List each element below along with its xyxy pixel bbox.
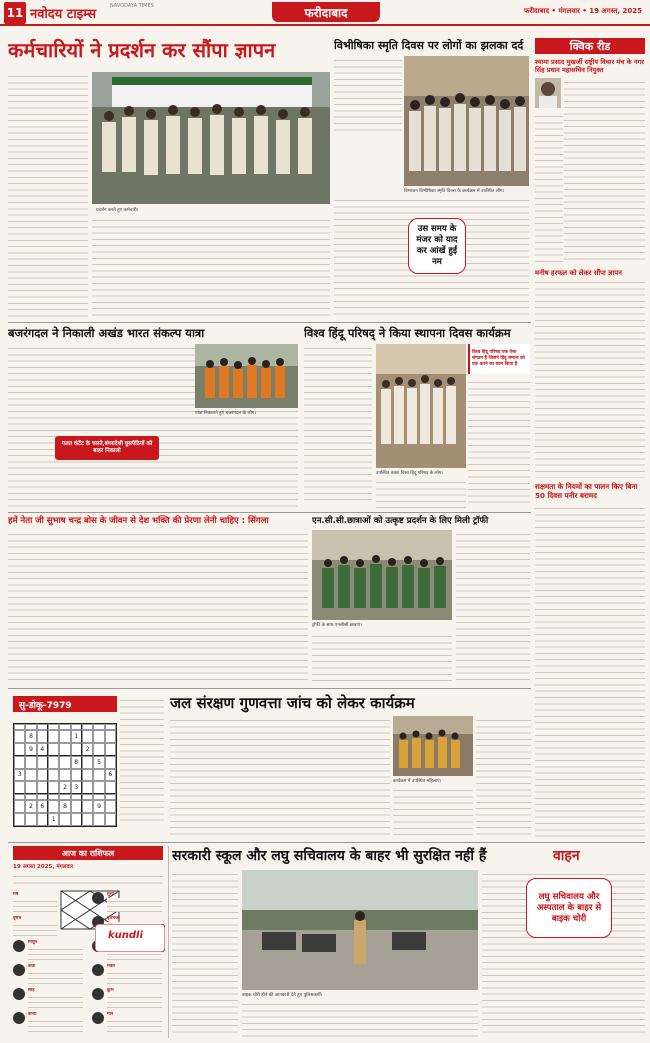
sudoku-cell[interactable]	[93, 813, 104, 826]
quick-read-item2-headline: मनीष हरफल को लेकर सौंपा ज्ञापन	[535, 269, 622, 277]
zodiac-sign-label: तुला	[107, 892, 114, 897]
story2-pull-quote: उस समय के मंजर को याद कर आंखें हुईं नम	[408, 218, 466, 274]
story4-caption: उपस्थित वक्ता विश्व हिंदू परिषद के लोग।	[376, 471, 444, 476]
sudoku-cell[interactable]	[14, 800, 25, 813]
sudoku-cell[interactable]: 5	[93, 756, 104, 769]
sudoku-cell[interactable]	[25, 813, 36, 826]
horoscope-title: आज का राशिफल	[13, 846, 163, 860]
sudoku-cell[interactable]: 2	[59, 781, 70, 794]
sudoku-cell[interactable]	[82, 756, 93, 769]
story7-headline: एन.सी.सी.छात्राओं को उत्कृष्ट प्रदर्शन के लिए मिली ट्रॉफी	[312, 516, 489, 526]
sudoku-cell[interactable]	[82, 813, 93, 826]
story9-photo	[242, 870, 478, 990]
sudoku-cell[interactable]: 1	[48, 813, 59, 826]
zodiac-icon	[13, 940, 25, 952]
sudoku-cell[interactable]	[71, 800, 82, 813]
story5-headline: सक्षमता के नियमों का पालन किए बिना 50 दिवस पनीर बरामद	[535, 482, 638, 500]
sudoku-cell[interactable]	[48, 730, 59, 743]
story8-text-right	[476, 716, 531, 836]
zodiac-text	[28, 994, 83, 1008]
story7-caption: ट्रॉफी के साथ एनसीसी छात्राएं।	[312, 623, 362, 628]
sudoku-cell[interactable]: 9	[93, 800, 104, 813]
sudoku-cell[interactable]	[37, 813, 48, 826]
section-tab: फरीदाबाद	[272, 2, 380, 22]
sudoku-cell[interactable]	[59, 730, 70, 743]
story4-text-right	[468, 378, 530, 504]
story4-photo	[376, 344, 466, 468]
sudoku-cell[interactable]	[82, 781, 93, 794]
sudoku-cell[interactable]: 6	[37, 800, 48, 813]
story5-text	[535, 504, 645, 840]
sudoku-grid	[13, 723, 117, 827]
divider-4	[8, 842, 645, 843]
story6-text	[8, 530, 308, 684]
sudoku-cell[interactable]	[93, 781, 104, 794]
story3-highlight: गलत कंटेंट के चलते,बंग्लादेशी घुसपैठियों को बाहर निकालो	[55, 436, 159, 460]
sudoku-cell[interactable]: 2	[82, 743, 93, 756]
story9-highlight: लघु सचिवालय और अस्पताल के बाहर से बाइक चोरी	[526, 878, 612, 938]
sudoku-cell[interactable]	[48, 743, 59, 756]
sudoku-instructions	[120, 696, 164, 826]
zodiac-icon	[13, 1012, 25, 1024]
zodiac-icon	[92, 988, 104, 1000]
story2-text-top	[334, 56, 402, 132]
story9-text-bottom	[242, 1000, 478, 1038]
page-number: 11	[4, 2, 26, 24]
zodiac-text	[28, 946, 83, 960]
sudoku-cell[interactable]	[105, 800, 116, 813]
divider-3	[8, 688, 531, 689]
zodiac-sign-label: मिथुन	[28, 940, 38, 945]
story8-photo	[393, 716, 473, 776]
brand-logo: नवोदय टाइम्स	[30, 7, 97, 22]
zodiac-sign-label: मेष	[13, 892, 19, 897]
sudoku-cell[interactable]	[48, 781, 59, 794]
story8-caption: कार्यक्रम में उपस्थित महिलाएं।	[393, 779, 442, 784]
quick-read-avatar	[535, 78, 561, 108]
zodiac-sign-label: मकर	[107, 964, 115, 969]
story6-headline: हमें नेता जी सुभाष चन्द्र बोस के जीवन से देश भक्ति की प्रेरणा लेनी चाहिए : सिंगला	[8, 516, 269, 526]
sudoku-cell[interactable]: 8	[59, 800, 70, 813]
sudoku-cell[interactable]	[82, 769, 93, 782]
story7-text-right	[456, 530, 530, 684]
sudoku-label: सु-डोकू-7979	[13, 696, 117, 712]
divider-1	[8, 322, 531, 323]
story2-caption: विभाजन विभीषिका स्मृति दिवस के कार्यक्रम में उपस्थित लोग।	[404, 189, 505, 194]
story2-headline: विभीषिका स्मृति दिवस पर लोगों का झलका दर्द	[334, 39, 524, 52]
horoscope-date: 19 अगस्त 2025, मंगलवार	[13, 864, 74, 870]
sudoku-cell[interactable]	[37, 781, 48, 794]
story7-text-bottom	[312, 632, 452, 684]
zodiac-sign-label: कुंभ	[107, 988, 114, 993]
story7-photo	[312, 530, 452, 620]
story9-text-col1	[172, 870, 238, 1038]
quick-read-item2-text	[535, 278, 645, 478]
zodiac-icon	[13, 964, 25, 976]
sudoku-cell[interactable]: 1	[71, 730, 82, 743]
zodiac-sign-label: वृषभ	[13, 916, 22, 921]
story1-caption: प्रदर्शन करते हुए कर्मचारी।	[96, 208, 139, 213]
sudoku-cell[interactable]	[59, 743, 70, 756]
sudoku-cell[interactable]	[14, 756, 25, 769]
sudoku-cell[interactable]	[48, 756, 59, 769]
sudoku-cell[interactable]: 3	[71, 781, 82, 794]
zodiac-text	[13, 898, 57, 912]
sudoku-cell[interactable]	[25, 781, 36, 794]
story1-headline: कर्मचारियों ने प्रदर्शन कर सौंपा ज्ञापन	[8, 38, 276, 62]
story9-caption: बाइक चोरी होने की जानकारी देते हुए पुलिसकर्मी।	[242, 993, 323, 998]
zodiac-text	[13, 922, 57, 936]
zodiac-sign-label: वृश्चिक	[107, 916, 119, 921]
zodiac-text	[107, 994, 162, 1008]
zodiac-text	[107, 898, 162, 912]
story3-photo	[195, 344, 298, 408]
quick-read-item1-headline: श्यामा प्रसाद मुखर्जी राष्ट्रीय विचार मंच के नगर सिंह प्रधान महासचिव नियुक्त	[535, 58, 644, 74]
sudoku-cell[interactable]	[14, 813, 25, 826]
quick-read-banner: क्विक रीड	[535, 38, 645, 54]
zodiac-sign-label: सिंह	[28, 988, 35, 993]
story2-photo	[404, 56, 529, 186]
sudoku-cell[interactable]	[37, 769, 48, 782]
sudoku-cell[interactable]: 8	[71, 756, 82, 769]
story1-text-left	[8, 72, 88, 320]
zodiac-icon	[13, 988, 25, 1000]
zodiac-icon	[92, 892, 104, 904]
sudoku-cell[interactable]	[48, 769, 59, 782]
story3-headline: बजरंगदल ने निकाली अखंड भारत संकल्प यात्रा	[8, 326, 205, 340]
sudoku-cell[interactable]: 8	[25, 730, 36, 743]
sudoku-cell[interactable]	[71, 743, 82, 756]
horoscope-divider	[168, 846, 169, 1038]
story4-text-left	[304, 344, 372, 504]
sudoku-cell[interactable]	[105, 730, 116, 743]
zodiac-text	[107, 1018, 162, 1032]
quick-read-item1-text-lower	[535, 112, 563, 264]
horoscope-intro	[13, 872, 163, 888]
story1-photo	[92, 72, 330, 204]
zodiac-icon	[92, 1012, 104, 1024]
sudoku-cell[interactable]	[14, 743, 25, 756]
zodiac-text	[28, 1018, 83, 1032]
sudoku-cell[interactable]: 6	[105, 769, 116, 782]
story8-headline: जल संरक्षण गुणवत्ता जांच को लेकर कार्यक्रम	[170, 694, 415, 712]
sudoku-cell[interactable]	[37, 756, 48, 769]
sudoku-cell[interactable]	[93, 743, 104, 756]
story9-headline-red: वाहन	[553, 848, 580, 864]
zodiac-sign-label: मीन	[107, 1012, 114, 1017]
sudoku-cell[interactable]: 9	[25, 743, 36, 756]
sudoku-cell[interactable]: 3	[14, 769, 25, 782]
story8-text-left	[170, 716, 390, 836]
brand-sub: NAVODAYA TIMES	[110, 3, 154, 9]
story4-headline: विश्व हिंदू परिषद् ने किया स्थापना दिवस कार्यक्रम	[304, 326, 511, 340]
sudoku-cell[interactable]	[14, 730, 25, 743]
sudoku-cell[interactable]	[105, 756, 116, 769]
sudoku-cell[interactable]: 2	[25, 800, 36, 813]
story3-caption: यात्रा निकालते हुए बजरंगदल के लोग।	[195, 411, 256, 416]
zodiac-icon	[92, 964, 104, 976]
sudoku-cell[interactable]	[59, 769, 70, 782]
sudoku-cell[interactable]	[59, 813, 70, 826]
sudoku-cell[interactable]	[25, 769, 36, 782]
sudoku-cell[interactable]	[82, 730, 93, 743]
sudoku-cell[interactable]	[37, 730, 48, 743]
zodiac-sign-label: कन्या	[28, 1012, 37, 1017]
sudoku-cell[interactable]	[105, 813, 116, 826]
sudoku-cell[interactable]	[48, 800, 59, 813]
zodiac-sign-label: कर्क	[28, 964, 35, 969]
sudoku-cell[interactable]	[105, 781, 116, 794]
sudoku-cell[interactable]	[105, 743, 116, 756]
masthead-rule	[0, 24, 650, 26]
story4-text-bottom	[376, 478, 466, 510]
zodiac-text	[107, 970, 162, 984]
zodiac-text	[28, 970, 83, 984]
sudoku-cell[interactable]	[93, 769, 104, 782]
sudoku-cell[interactable]	[93, 730, 104, 743]
quick-read-item1-text	[564, 78, 645, 264]
story9-headline: सरकारी स्कूल और लघु सचिवालय के बाहर भी सुरक्षित नहीं हैं	[172, 848, 487, 864]
story8-text-bottom	[393, 786, 473, 836]
kundli-brand: kundli	[108, 930, 143, 941]
divider-2	[8, 512, 531, 513]
sudoku-cell[interactable]	[25, 756, 36, 769]
sudoku-cell[interactable]	[71, 769, 82, 782]
sudoku-cell[interactable]	[14, 781, 25, 794]
story4-sub-headline: विश्व हिंदू परिषद एक ऐसा संगठन है जिसने हिंदू समाज को एक करने का काम किया है	[468, 344, 530, 374]
sudoku-cell[interactable]	[71, 813, 82, 826]
sudoku-cell[interactable]	[59, 756, 70, 769]
sudoku-cell[interactable]	[82, 800, 93, 813]
dateline: फरीदाबाद • मंगलवार • 19 अगस्त, 2025	[523, 7, 642, 15]
story1-text-right	[92, 216, 330, 320]
sudoku-cell[interactable]: 4	[37, 743, 48, 756]
